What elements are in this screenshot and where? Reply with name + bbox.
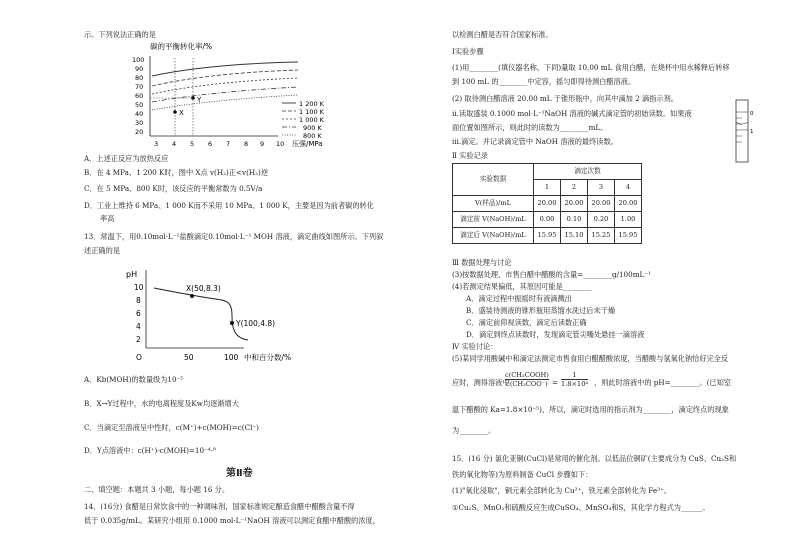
chart1-ytick: 60 [135, 92, 144, 100]
step-4: ⅲ.滴定。并记录滴定管中 NaOH 溶液的最终读数。 [452, 137, 618, 146]
chart2-ytick: 2 [136, 335, 141, 344]
table-head: 实验数据 [453, 164, 534, 196]
experiment-discussion: Ⅳ 实验讨论： [452, 342, 498, 351]
step-3-cont: 面位置如图所示，则此时的读数为________mL。 [452, 123, 608, 132]
q13-stem-cont: 述正确的是 [84, 246, 120, 255]
q12-option-d-cont: 率高 [100, 214, 115, 223]
chart2-xlabel: 中和百分数/% [244, 353, 292, 362]
point-y-label: Y(100,4.8) [236, 319, 276, 328]
q12-option-c: C．在 5 MPa、800 K时，该反应的平衡常数为 0.5V/a [84, 184, 263, 193]
q4-option-b: B．盛装待测液的锥形瓶用蒸馏水洗过后未干燥 [466, 306, 616, 315]
step-2: (2) 取待测白醋溶液 20.00 mL 于锥形瓶中，向其中滴加 2 滴指示剂。 [452, 94, 678, 103]
q12-intro: 示。下列说法正确的是 [84, 30, 156, 39]
chart1-xtick: 3 [154, 140, 159, 148]
chart1-xtick: 5 [190, 140, 195, 148]
step-3: ⅱ.读取盛装 0.1000 mol·L⁻¹NaOH 溶液的碱式滴定管的初始读数。如果液 [452, 109, 692, 118]
q15-1-i: ①Cu₂S、MnO₂和硫酸反应生成CuSO₄、MnSO₄和S，其化学方程式为______。 [452, 503, 710, 512]
legend-item: 1 100 K [299, 108, 324, 116]
legend-item: 800 K [303, 132, 322, 140]
q14-stem-cont: 低于 0.035g/mL。某研究小组用 0.1000 mol·L⁻¹NaOH 溶液可以测定食醋中醋酸的浓度， [84, 516, 380, 525]
ratio-value: 1 1.8×10⁴ [561, 371, 589, 389]
point-x [190, 294, 194, 298]
q-4: (4)若测定结果偏低，其原因可能是________ [452, 282, 592, 291]
chart1-xtick: 8 [244, 140, 249, 148]
curve-1100k [152, 70, 298, 86]
table-col: 3 [588, 180, 615, 196]
chart2-ytick: 6 [136, 309, 141, 318]
q13-option-c: C．当滴定至溶液呈中性时，c(M⁺)+c(MOH)=c(Cl⁻) [84, 423, 259, 432]
chart2-xtick: 100 [224, 353, 239, 362]
chart1-xtick: 10 [276, 140, 285, 148]
q13-stem: 13．常温下，用0.10mol·L⁻¹盐酸滴定0.10mol·L⁻¹ MOH 溶液，滴定曲线如图所示。下列叙 [84, 232, 384, 241]
table-row: V(样品)/mL 20.00 20.00 20.00 20.00 [453, 196, 642, 212]
record-heading: Ⅱ 实验记录 [452, 151, 488, 160]
table-row: 滴定后 V(NaOH)/mL 15.95 15.10 15.25 15.95 [453, 228, 642, 244]
q12-option-d: D．工业上维持 6 MPa、1 000 K而不采用 10 MPa、1 000 K，主要是因为前者碳的转化 [84, 201, 374, 210]
chart2-ytick: 4 [136, 322, 141, 331]
q13-option-b: B．X→Y过程中，水的电离程度及Kw均逐渐增大 [84, 399, 239, 408]
table-count-label: 滴定次数 [534, 164, 642, 180]
step-1: (1)用________(填仪器名称，下同)量取 10.00 mL 食用白醋，在烧杯中用水稀释后转移 [452, 63, 730, 72]
table-col: 2 [561, 180, 588, 196]
chart1-ytick: 40 [135, 110, 144, 118]
q14-cont: 以检测白醋是否符合国家标准。 [452, 30, 553, 39]
chart1-legend [282, 100, 325, 140]
point-y [230, 321, 234, 325]
q4-option-a: A．滴定过程中振摇时有液滴溅出 [466, 294, 572, 303]
chart1-ytick: 80 [135, 74, 144, 82]
curve-1000k [152, 78, 298, 94]
curve-900k [152, 87, 298, 102]
chart1-ytick: 90 [135, 65, 144, 73]
equilibrium-conversion-chart [118, 40, 348, 152]
chart1-xticks [154, 139, 323, 148]
chart1-xlabel: 压强/MPa [292, 140, 323, 148]
q-5: (5)某同学用酸碱中和滴定法测定市售食用白醋醋酸浓度，当醋酸与氢氧化钠恰好完全反 [452, 354, 729, 363]
chart1-xtick: 9 [260, 140, 265, 148]
step-heading: Ⅰ实验步骤 [452, 47, 484, 56]
titration-curve [154, 288, 248, 340]
q15-stem-cont: 铁的氧化物等)为原料制备 CuCl 步骤如下： [452, 470, 593, 479]
q5-cont: 温下醋酸的 Ka=1.8×10⁻⁵)，所以，滴定时选用的指示剂为________，滴定终点的现象 [452, 405, 729, 414]
section-title: 第Ⅱ卷 [226, 468, 253, 479]
q15-stem: 15．(16 分) 氯化亚铜(CuCl)是常用的催化剂。以低品位铜矿(主要成分为 CuS、Cu₂S和 [452, 454, 737, 463]
discussion-heading: Ⅲ 数据处理与讨论 [452, 258, 512, 267]
curve-1200k [152, 62, 298, 76]
chart2-ylabel: pH [126, 270, 138, 279]
chart2-ytick: 10 [134, 283, 144, 292]
burette-mark: 0 [750, 111, 754, 117]
point-x-label: X(50,8.3) [186, 284, 221, 293]
chart2-xtick: 50 [184, 353, 194, 362]
q5-post: ，则此时溶液中的 pH=________。(已知室 [594, 378, 731, 387]
chart1-ytick: 20 [135, 128, 144, 136]
chart1-xtick: 4 [172, 140, 177, 148]
q5-pre: 应时，测得溶液中 [452, 378, 510, 387]
q13-option-a: A．Kb(MOH)的数量级为10⁻⁵ [84, 375, 184, 384]
legend-item: 1 200 K [299, 100, 324, 108]
point-y [191, 96, 195, 100]
q14-stem: 14．(16分) 食醋是日常饮食中的一种调味剂，国家标准规定酿造食醋中醋酸含量不得 [84, 502, 355, 511]
q12-option-b: B．在 4 MPa、1 200 K时，图中 X点 v(H₂)正<v(H₂)逆 [84, 168, 269, 177]
legend-item: 1 000 K [299, 116, 324, 124]
equals-sign: = [552, 378, 559, 387]
chart1-ylabel: 碳的平衡转化率/% [150, 42, 213, 51]
chart1-xtick: 7 [226, 140, 231, 148]
q12-option-a: A．上述正反应为放热反应 [84, 154, 169, 163]
titration-data-table [452, 163, 642, 244]
q15-1: (1)"氧化浸取"，铜元素全部转化为 Cu²⁺，铁元素全部转化为 Fe³⁺。 [452, 486, 672, 495]
chart1-xtick: 6 [208, 140, 213, 148]
chart2-origin: O [136, 353, 142, 362]
q4-option-c: C．滴定前仰视读数，滴定后读数正确 [466, 318, 587, 327]
table-col: 4 [615, 180, 642, 196]
chart2-ytick: 8 [136, 296, 141, 305]
point-y-label: Y [197, 96, 202, 104]
q5-end: 为________。 [452, 426, 496, 435]
step-1-cont: 到 100 mL 的________中定容，摇匀即得待测白醋溶液。 [452, 77, 636, 86]
chart1-ytick: 70 [135, 83, 144, 91]
point-x [173, 110, 177, 114]
chart1-yticks [132, 56, 144, 136]
table-row: 滴定前 V(NaOH)/mL 0.00 0.10 0.20 1.00 [453, 212, 642, 228]
point-x-label: X [179, 109, 184, 117]
burette-figure [722, 98, 762, 164]
table-col: 1 [534, 180, 561, 196]
burette-mark: 1 [750, 129, 754, 135]
chart1-ytick: 30 [135, 119, 144, 127]
q-3: (3)按数据处理，市售白醋中醋酸的含量=________g/100mL⁻¹ [452, 270, 651, 279]
chart1-ytick: 50 [135, 101, 144, 109]
chart1-ytick: 100 [132, 56, 145, 64]
legend-item: 900 K [303, 124, 322, 132]
titration-curve-chart [124, 266, 324, 364]
curve-800k [152, 95, 298, 110]
q4-option-d: D．滴定到终点读数时，发现滴定管尖嘴处悬挂一滴溶液 [466, 330, 645, 339]
ratio-fraction: c(CH₃COOH) c(CH₃COO⁻) [505, 371, 549, 389]
section-note: 二、填空题：本题共 3 小题，每小题 16 分。 [84, 485, 230, 494]
q13-option-d: D．Y点溶液中：c(H⁺)-c(MOH)=10⁻⁴·⁸ [84, 446, 216, 455]
